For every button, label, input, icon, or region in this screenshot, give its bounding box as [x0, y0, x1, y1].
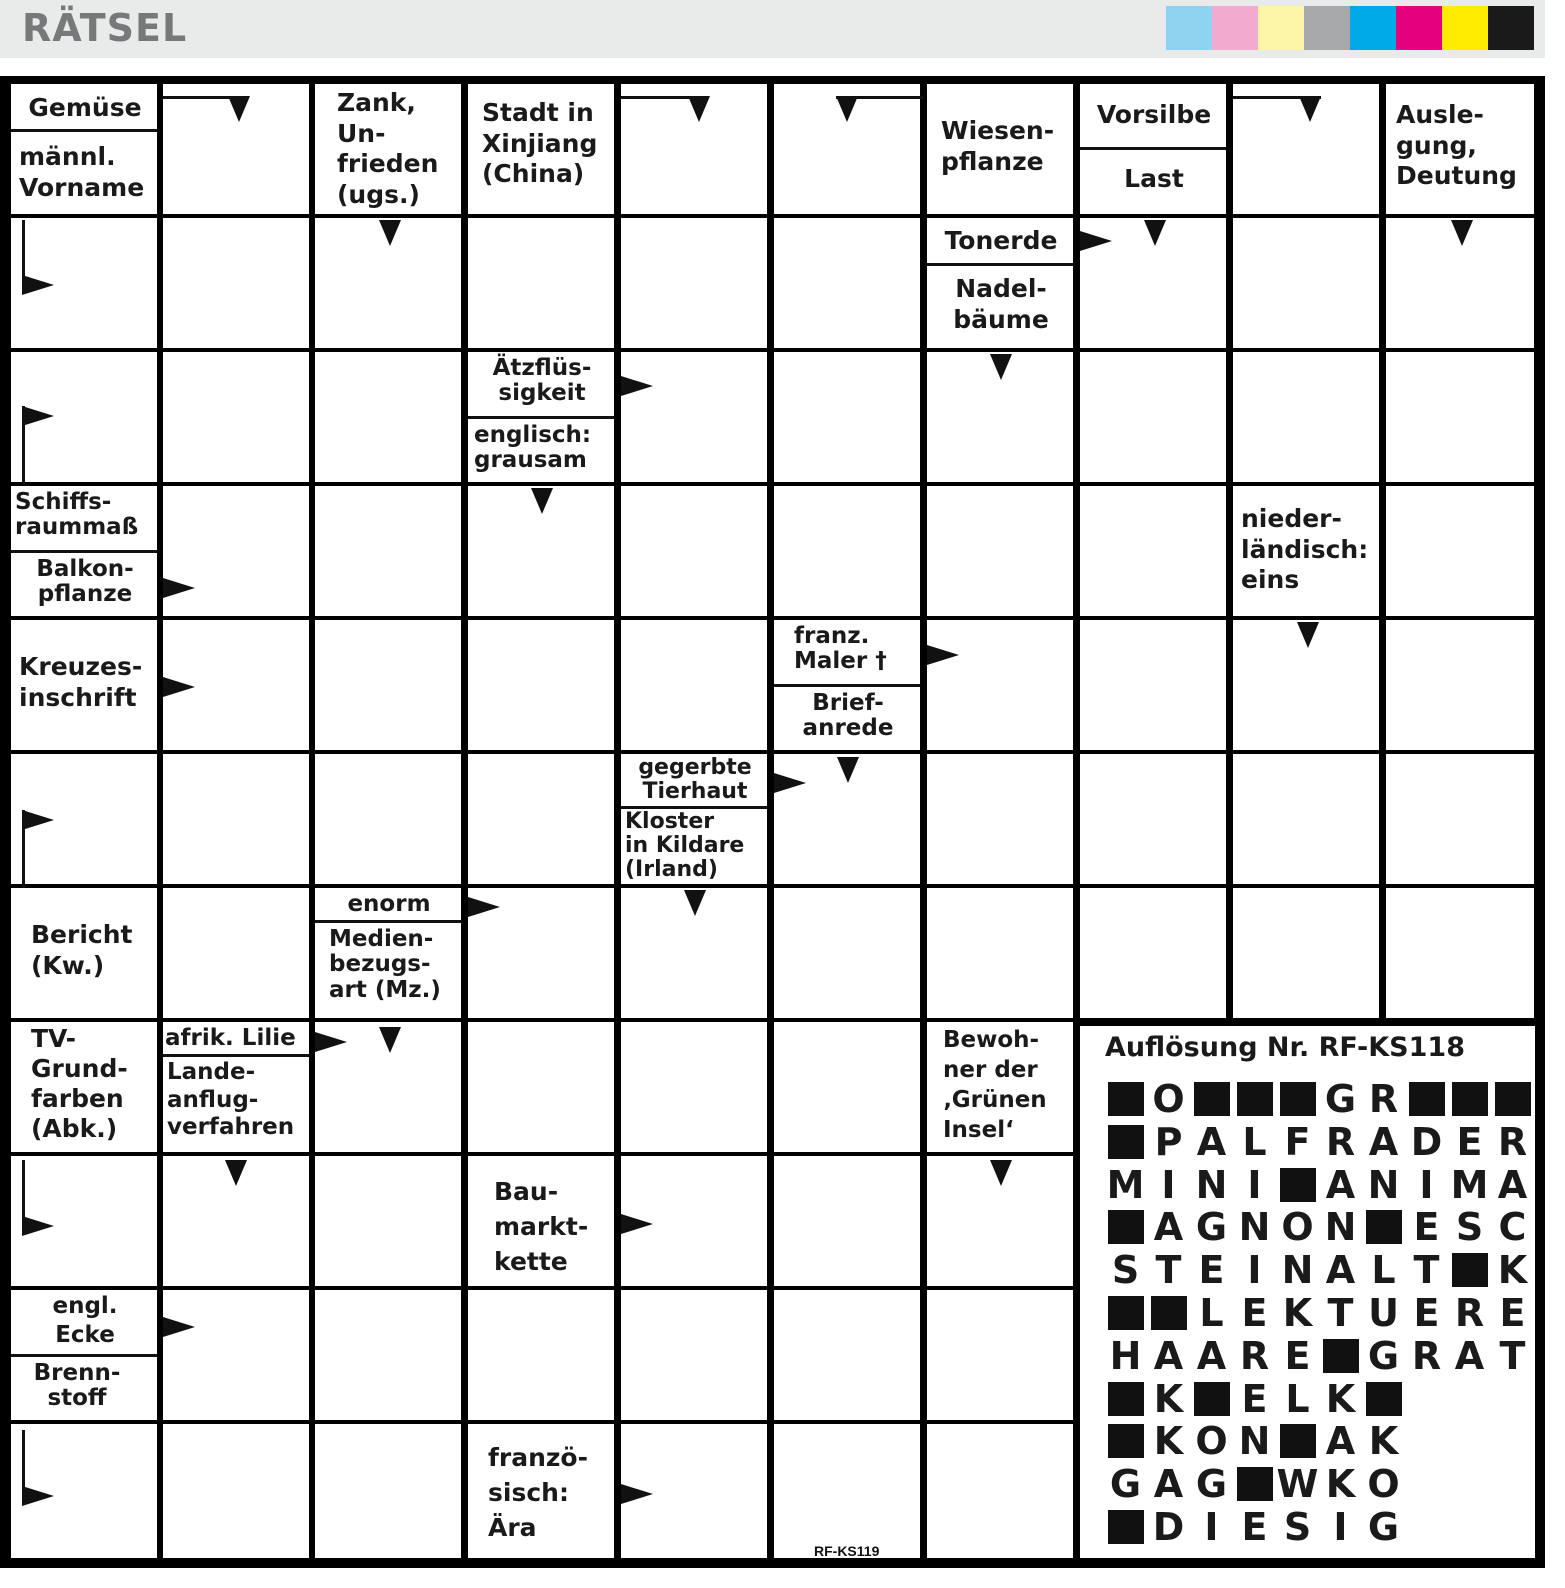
- down-arrow-icon: [225, 1160, 247, 1186]
- clue-stadt-xinjiang: Stadt in Xinjiang (China): [468, 84, 614, 214]
- answer-cell[interactable]: [927, 486, 1073, 616]
- solution-letter: E: [1241, 1291, 1268, 1335]
- black-square-icon: [1323, 1339, 1359, 1373]
- down-arrow-icon: [1297, 622, 1319, 648]
- solution-letter: O: [1195, 1419, 1228, 1464]
- answer-cell[interactable]: [774, 486, 920, 616]
- solution-panel: [1080, 1026, 1535, 1558]
- answer-cell[interactable]: [621, 620, 767, 750]
- solution-black-square: [1147, 1292, 1190, 1334]
- solution-black-square: [1362, 1378, 1405, 1420]
- solution-row: [1104, 1463, 1405, 1505]
- answer-cell[interactable]: [1386, 620, 1534, 750]
- color-swatch: [1304, 6, 1350, 50]
- answer-cell[interactable]: [163, 1290, 309, 1420]
- solution-letter: K: [1153, 1376, 1184, 1421]
- solution-letter: K: [1325, 1462, 1356, 1507]
- solution-letter: G: [1109, 1462, 1142, 1507]
- clue-gegerbte-tierhaut: gegerbte Tierhaut: [621, 754, 767, 806]
- solution-letter: S: [1283, 1505, 1312, 1549]
- color-swatch: [1396, 6, 1442, 50]
- black-square-icon: [1108, 1082, 1144, 1116]
- right-arrow-icon: [468, 897, 500, 917]
- solution-letter: I: [1419, 1162, 1434, 1207]
- solution-letter: E: [1284, 1333, 1311, 1378]
- solution-black-square: [1362, 1206, 1405, 1248]
- clue-medienbezugsart: Medien- bezugs- art (Mz.): [315, 923, 461, 1018]
- solution-letter: T: [1155, 1248, 1182, 1293]
- answer-cell[interactable]: [1386, 352, 1534, 482]
- clue-auslegung: Ausle- gung, Deutung: [1386, 84, 1534, 214]
- down-arrow-icon: [379, 1027, 401, 1053]
- solution-row: [1104, 1249, 1534, 1291]
- solution-letter: D: [1152, 1505, 1185, 1549]
- solution-letter: W: [1276, 1462, 1319, 1507]
- answer-cell[interactable]: [1080, 888, 1226, 1018]
- solution-letter: F: [1284, 1119, 1311, 1164]
- clue-bewohner-gruene-insel: Bewoh- ner der ‚Grünen Insel‘: [927, 1022, 1073, 1152]
- solution-letter: M: [1450, 1162, 1489, 1207]
- answer-cell[interactable]: [1080, 754, 1226, 884]
- answer-cell[interactable]: [774, 888, 920, 1018]
- solution-letter: A: [1196, 1333, 1227, 1378]
- solution-letter: E: [1198, 1248, 1225, 1293]
- solution-letter: I: [1333, 1505, 1348, 1549]
- solution-black-square: [1104, 1506, 1147, 1548]
- answer-cell[interactable]: [315, 754, 461, 884]
- answer-cell[interactable]: [774, 352, 920, 482]
- answer-cell[interactable]: [468, 1290, 614, 1420]
- clue-maennl-vorname: männl. Vorname: [11, 132, 157, 214]
- solution-letter: I: [1204, 1505, 1219, 1549]
- solution-letter: A: [1325, 1162, 1356, 1207]
- clue-tv-grundfarben: TV- Grund- farben (Abk.): [11, 1022, 157, 1152]
- answer-cell[interactable]: [163, 1424, 309, 1558]
- solution-letter: R: [1497, 1119, 1528, 1164]
- black-square-icon: [1194, 1382, 1230, 1416]
- clue-nadelbaeume: Nadel- bäume: [927, 266, 1073, 348]
- answer-cell[interactable]: [1080, 486, 1226, 616]
- solution-letter: E: [1241, 1376, 1268, 1421]
- clue-franzoesisch-aera: franzö- sisch: Ära: [468, 1424, 614, 1558]
- clue-balkonpflanze: Balkon- pflanze: [11, 553, 157, 616]
- solution-black-square: [1104, 1378, 1147, 1420]
- solution-row: [1104, 1420, 1405, 1462]
- answer-cell[interactable]: [468, 754, 614, 884]
- solution-letter: A: [1153, 1462, 1184, 1507]
- answer-cell[interactable]: [1233, 218, 1379, 348]
- solution-letter: I: [1247, 1248, 1262, 1293]
- black-square-icon: [1366, 1210, 1402, 1244]
- answer-cell[interactable]: [774, 1290, 920, 1420]
- solution-letter: G: [1195, 1462, 1228, 1507]
- solution-letter: S: [1111, 1248, 1140, 1293]
- down-arrow-icon: [1451, 220, 1473, 246]
- answer-cell[interactable]: [1233, 352, 1379, 482]
- black-square-icon: [1108, 1210, 1144, 1244]
- clue-engl-ecke: engl. Ecke: [11, 1290, 157, 1354]
- color-calibration-bar: [1166, 6, 1534, 50]
- solution-row: [1104, 1506, 1405, 1548]
- clue-kloster-kildare: Kloster in Kildare (Irland): [621, 809, 767, 884]
- right-arrow-icon: [621, 376, 653, 396]
- solution-letter: K: [1153, 1419, 1184, 1464]
- clue-afrik-lilie: afrik. Lilie: [163, 1022, 309, 1054]
- solution-black-square: [1276, 1078, 1319, 1120]
- solution-letter: N: [1281, 1248, 1314, 1293]
- solution-black-square: [1104, 1121, 1147, 1163]
- solution-letter: N: [1238, 1205, 1271, 1250]
- solution-letter: A: [1153, 1333, 1184, 1378]
- right-arrow-icon: [621, 1484, 653, 1504]
- solution-letter: O: [1367, 1462, 1400, 1507]
- solution-letter: R: [1411, 1333, 1442, 1378]
- black-square-icon: [1366, 1382, 1402, 1416]
- black-square-icon: [1237, 1082, 1273, 1116]
- solution-letter: N: [1195, 1162, 1228, 1207]
- solution-letter: K: [1282, 1291, 1313, 1335]
- clue-landeanflugverfahren: Lande- anflug- verfahren: [163, 1057, 309, 1152]
- solution-letter: E: [1413, 1205, 1440, 1250]
- solution-black-square: [1319, 1335, 1362, 1377]
- answer-cell[interactable]: [163, 754, 309, 884]
- answer-cell[interactable]: [468, 620, 614, 750]
- solution-row: [1104, 1206, 1534, 1248]
- black-square-icon: [1108, 1424, 1144, 1458]
- black-square-icon: [1108, 1125, 1144, 1159]
- down-arrow-icon: [990, 1160, 1012, 1186]
- down-arrow-icon: [837, 757, 859, 783]
- clue-last: Last: [1080, 150, 1226, 214]
- solution-letter: P: [1154, 1119, 1183, 1164]
- black-square-icon: [1108, 1296, 1144, 1330]
- solution-letter: I: [1161, 1162, 1176, 1207]
- clue-aetzfluessigkeit: Ätzflüs- sigkeit: [468, 352, 614, 416]
- solution-letter: A: [1153, 1205, 1184, 1250]
- clue-vorsilbe: Vorsilbe: [1080, 84, 1226, 147]
- answer-cell[interactable]: [1233, 888, 1379, 1018]
- right-arrow-icon: [163, 1317, 195, 1337]
- black-square-icon: [1151, 1296, 1187, 1330]
- answer-cell[interactable]: [1386, 486, 1534, 616]
- answer-cell[interactable]: [621, 486, 767, 616]
- answer-cell[interactable]: [1386, 754, 1534, 884]
- answer-cell[interactable]: [315, 1156, 461, 1286]
- solution-letter: D: [1410, 1119, 1443, 1164]
- color-swatch: [1166, 6, 1212, 50]
- black-square-icon: [1194, 1082, 1230, 1116]
- answer-cell[interactable]: [621, 1290, 767, 1420]
- solution-black-square: [1233, 1078, 1276, 1120]
- down-arrow-icon: [684, 890, 706, 916]
- clue-zank: Zank, Un- frieden (ugs.): [315, 84, 461, 214]
- solution-letter: M: [1106, 1162, 1145, 1207]
- clue-bericht: Bericht (Kw.): [11, 888, 157, 1018]
- solution-black-square: [1104, 1206, 1147, 1248]
- puzzle-code: RF-KS119: [814, 1543, 880, 1559]
- solution-letter: S: [1455, 1205, 1484, 1250]
- header-bar: [0, 0, 1545, 58]
- solution-letter: U: [1368, 1291, 1399, 1335]
- clue-gemuese: Gemüse: [11, 84, 157, 130]
- solution-letter: A: [1368, 1119, 1399, 1164]
- answer-cell[interactable]: [163, 352, 309, 482]
- page-title: RÄTSEL: [22, 6, 188, 50]
- answer-cell[interactable]: [927, 1290, 1073, 1420]
- solution-letter: G: [1195, 1205, 1228, 1250]
- clue-enorm: enorm: [315, 888, 461, 920]
- solution-letter: O: [1281, 1205, 1314, 1250]
- solution-letter: L: [1371, 1248, 1396, 1293]
- answer-cell[interactable]: [315, 1424, 461, 1558]
- answer-cell[interactable]: [621, 218, 767, 348]
- black-square-icon: [1280, 1168, 1316, 1202]
- solution-letter: N: [1238, 1419, 1271, 1464]
- solution-letter: A: [1196, 1119, 1227, 1164]
- answer-cell[interactable]: [927, 620, 1073, 750]
- solution-letter: R: [1325, 1119, 1356, 1164]
- clue-baumarktkette: Bau- markt- kette: [468, 1156, 614, 1286]
- solution-letter: E: [1499, 1291, 1526, 1335]
- solution-letter: I: [1247, 1162, 1262, 1207]
- black-square-icon: [1280, 1082, 1316, 1116]
- answer-cell[interactable]: [315, 620, 461, 750]
- solution-letter: A: [1325, 1419, 1356, 1464]
- solution-black-square: [1233, 1463, 1276, 1505]
- solution-black-square: [1190, 1078, 1233, 1120]
- down-arrow-icon: [379, 220, 401, 246]
- answer-cell[interactable]: [1233, 754, 1379, 884]
- clue-schiffsraummass: Schiffs- raummaß: [11, 486, 157, 550]
- solution-letter: N: [1367, 1162, 1400, 1207]
- solution-letter: E: [1241, 1505, 1268, 1549]
- solution-letter: K: [1325, 1376, 1356, 1421]
- solution-letter: T: [1499, 1333, 1526, 1378]
- answer-cell[interactable]: [468, 218, 614, 348]
- solution-letter: G: [1324, 1077, 1357, 1121]
- solution-letter: A: [1497, 1162, 1528, 1207]
- solution-black-square: [1448, 1249, 1491, 1291]
- solution-letter: N: [1324, 1205, 1357, 1250]
- answer-cell[interactable]: [774, 1156, 920, 1286]
- answer-cell[interactable]: [1080, 620, 1226, 750]
- color-swatch: [1488, 6, 1534, 50]
- down-arrow-icon: [531, 488, 553, 514]
- color-swatch: [1350, 6, 1396, 50]
- black-square-icon: [1108, 1382, 1144, 1416]
- solution-letter: R: [1454, 1291, 1485, 1335]
- solution-letter: O: [1152, 1077, 1185, 1121]
- answer-cell[interactable]: [774, 1424, 920, 1558]
- clue-tonerde: Tonerde: [927, 218, 1073, 263]
- answer-cell[interactable]: [1386, 888, 1534, 1018]
- solution-black-square: [1448, 1078, 1491, 1120]
- solution-letter: L: [1242, 1119, 1267, 1164]
- solution-black-square: [1104, 1292, 1147, 1334]
- answer-cell[interactable]: [774, 218, 920, 348]
- solution-row: [1104, 1335, 1534, 1377]
- solution-letter: K: [1497, 1248, 1528, 1293]
- black-square-icon: [1237, 1467, 1273, 1501]
- solution-letter: A: [1454, 1333, 1485, 1378]
- clue-wiesenpflanze: Wiesen- pflanze: [927, 84, 1073, 214]
- clue-kreuzesinschrift: Kreuzes- inschrift: [11, 620, 157, 750]
- black-square-icon: [1108, 1510, 1144, 1544]
- answer-cell[interactable]: [1080, 352, 1226, 482]
- clue-englisch-grausam: englisch: grausam: [468, 419, 614, 482]
- right-arrow-icon: [927, 645, 959, 665]
- answer-cell[interactable]: [927, 888, 1073, 1018]
- clue-niederlaendisch-eins: nieder- ländisch: eins: [1233, 486, 1379, 616]
- black-square-icon: [1495, 1082, 1531, 1116]
- solution-black-square: [1190, 1378, 1233, 1420]
- answer-cell[interactable]: [315, 486, 461, 616]
- right-arrow-icon: [1080, 231, 1112, 251]
- solution-letter: K: [1368, 1419, 1399, 1464]
- solution-black-square: [1405, 1078, 1448, 1120]
- solution-letter: H: [1109, 1333, 1142, 1378]
- color-swatch: [1212, 6, 1258, 50]
- answer-cell[interactable]: [163, 888, 309, 1018]
- down-arrow-icon: [1144, 220, 1166, 246]
- solution-letter: C: [1498, 1205, 1527, 1250]
- solution-letter: T: [1413, 1248, 1440, 1293]
- black-square-icon: [1452, 1253, 1488, 1287]
- answer-cell[interactable]: [468, 1022, 614, 1152]
- right-arrow-icon: [621, 1214, 653, 1234]
- solution-letter: G: [1367, 1333, 1400, 1378]
- solution-black-square: [1491, 1078, 1534, 1120]
- answer-cell[interactable]: [163, 218, 309, 348]
- answer-cell[interactable]: [621, 352, 767, 482]
- clue-franz-maler: franz. Maler †: [774, 620, 920, 684]
- solution-letter: L: [1285, 1376, 1310, 1421]
- solution-row: [1104, 1121, 1534, 1163]
- solution-letter: A: [1325, 1248, 1356, 1293]
- solution-letter: G: [1367, 1505, 1400, 1549]
- right-arrow-icon: [315, 1032, 347, 1052]
- solution-letter: R: [1368, 1077, 1399, 1121]
- solution-row: [1104, 1078, 1534, 1120]
- solution-letter: E: [1456, 1119, 1483, 1164]
- answer-cell[interactable]: [315, 1290, 461, 1420]
- color-swatch: [1442, 6, 1488, 50]
- solution-row: [1104, 1378, 1405, 1420]
- solution-letter: L: [1199, 1291, 1224, 1335]
- solution-black-square: [1104, 1420, 1147, 1462]
- solution-letter: E: [1413, 1291, 1440, 1335]
- answer-cell[interactable]: [621, 1022, 767, 1152]
- solution-title: Auflösung Nr. RF-KS118: [1105, 1032, 1465, 1063]
- color-swatch: [1258, 6, 1304, 50]
- solution-row: [1104, 1164, 1534, 1206]
- solution-black-square: [1104, 1078, 1147, 1120]
- answer-cell[interactable]: [774, 1022, 920, 1152]
- right-arrow-icon: [163, 578, 195, 598]
- solution-black-square: [1276, 1164, 1319, 1206]
- solution-row: [1104, 1292, 1534, 1334]
- solution-black-square: [1276, 1420, 1319, 1462]
- answer-cell[interactable]: [927, 1424, 1073, 1558]
- clue-brennstoff: Brenn- stoff: [11, 1357, 157, 1420]
- clue-briefanrede: Brief- anrede: [774, 687, 920, 750]
- black-square-icon: [1452, 1082, 1488, 1116]
- black-square-icon: [1409, 1082, 1445, 1116]
- down-arrow-icon: [990, 354, 1012, 380]
- solution-letter: R: [1239, 1333, 1270, 1378]
- right-arrow-icon: [774, 773, 806, 793]
- black-square-icon: [1280, 1424, 1316, 1458]
- right-arrow-icon: [163, 677, 195, 697]
- answer-cell[interactable]: [927, 754, 1073, 884]
- answer-cell[interactable]: [315, 352, 461, 482]
- solution-letter: T: [1327, 1291, 1354, 1335]
